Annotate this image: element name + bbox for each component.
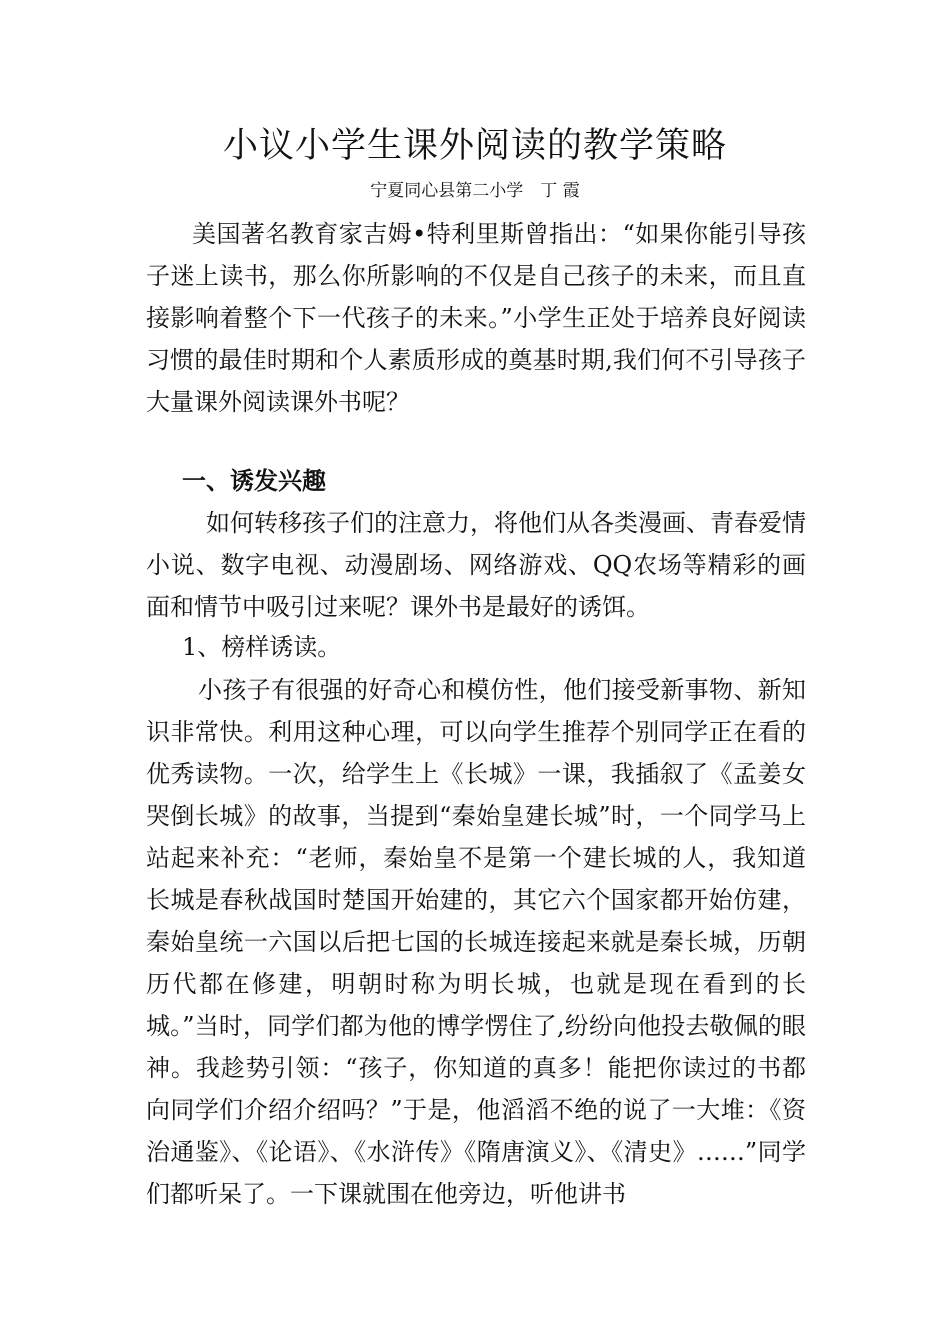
document-title: 小议小学生课外阅读的教学策略 <box>222 126 727 166</box>
author-line: 宁夏同心县第二小学 丁 霞 <box>370 181 580 201</box>
section-1-paragraph: 如何转移孩子们的注意力，将他们从各类漫画、青春爱情小说、数字电视、动漫剧场、网络游戏、QQ农场等精彩的画面和情节中吸引过来呢？课外书是最好的诱饵。 <box>146 509 806 621</box>
subsection-1-paragraph: 小孩子有很强的好奇心和模仿性，他们接受新事物、新知识非常快。利用这种心理，可以向学生推荐个别同学正在看的优秀读物。一次，给学生上《长城》一课，我插叙了《孟姜女哭倒长城》的故事，当提到“秦始皇建长城”时，一个同学马上站起来补充：“老师，秦始皇不是第一个建长城的人，我知道长城是春秋战国时楚国开始建的，其它六个国家都开始仿建，秦始皇统一六国以后把七国的长城连接起来就是秦长城，历朝历代都在修建，明朝时称为明长城，也就是现在看到的长城。”当时，同学们都为他的博学愣住了,纷纷向他投去敬佩的眼神。我趁势引领：“孩子，你知道的真多！能把你读过的书都向同学们介绍介绍吗？”于是，他滔滔不绝的说了一大堆：《资治通鉴》、《论语》、《水浒传》《隋唐演义》、《清史》……”同学们都听呆了。一下课就围在他旁边，听他讲书 <box>146 676 806 1208</box>
intro-paragraph: 美国著名教育家吉姆•特利里斯曾指出：“如果你能引导孩子迷上读书，那么你所影响的不仅是自己孩子的未来，而且直接影响着整个下一代孩子的未来。”小学生正处于培养良好阅读习惯的最佳时期和个人素质形成的奠基时期,我们何不引导孩子大量课外阅读课外书呢？ <box>146 220 806 416</box>
subsection-heading-1: 1、榜样诱读。 <box>182 633 342 661</box>
section-heading-1: 一、诱发兴趣 <box>182 467 326 495</box>
